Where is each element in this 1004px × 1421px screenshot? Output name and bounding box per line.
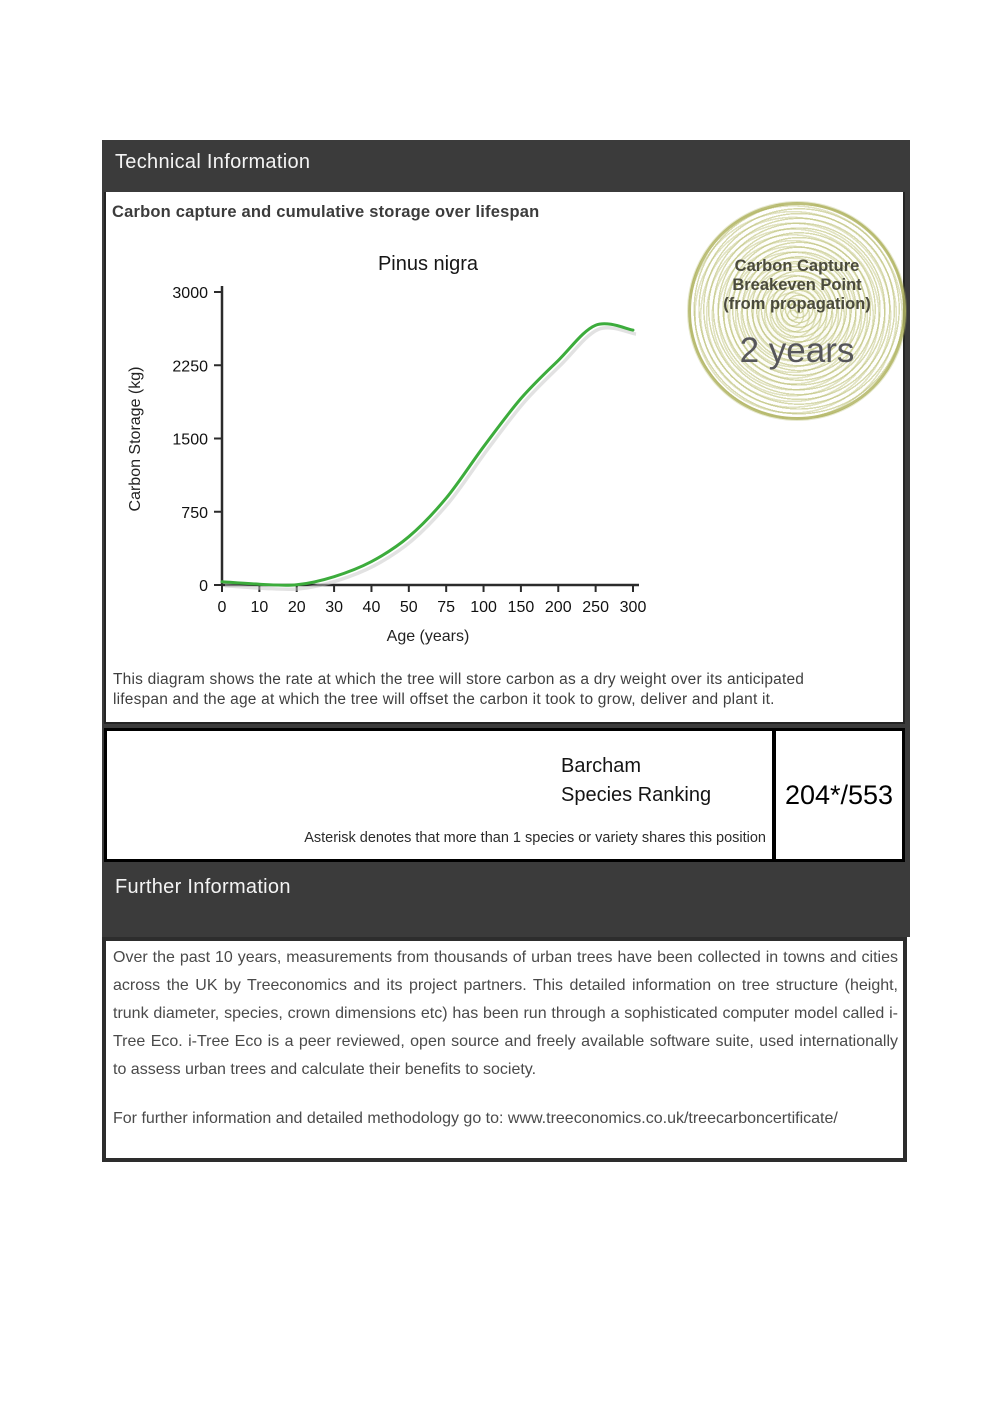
chart-description xyxy=(113,670,897,710)
further-info-paragraph: Over the past 10 years, measurements from thousands of urban trees have been collected in towns and cities across the UK by Treeconomics and its project partners. This detailed information on tree structure (height, trunk diameter, species, crown dimensions etc) has been run through a sophisticated computer model called i-Tree Eco. i-Tree Eco is a peer reviewed, open source and freely available software suite, used internationally to assess urban trees and calculate their benefits to society. xyxy=(113,949,898,1078)
breakeven-badge-tree-rings xyxy=(688,202,906,420)
badge-caption-line3: (from propagation) xyxy=(723,295,871,313)
chart-x-axis-label: Age (years) xyxy=(386,628,470,645)
further-information-header: Further Information xyxy=(115,876,291,898)
ranking-label-line1: Barcham xyxy=(561,755,642,777)
svg-text:2250: 2250 xyxy=(172,358,208,376)
ranking-asterisk-footnote: Asterisk denotes that more than 1 species or variety shares this position xyxy=(304,830,766,846)
svg-text:300: 300 xyxy=(619,599,647,616)
ranking-label-line2: Species Ranking xyxy=(561,784,712,806)
further-information-panel xyxy=(102,937,907,1162)
svg-text:3000: 3000 xyxy=(172,285,208,302)
chart-description-line2: lifespan and the age at which the tree will offset the carbon it took to grow, deliver and plant it. xyxy=(113,691,775,708)
svg-text:1500: 1500 xyxy=(172,431,208,449)
svg-text:10: 10 xyxy=(250,599,269,616)
breakeven-badge-caption xyxy=(691,257,903,314)
svg-text:40: 40 xyxy=(362,599,381,616)
badge-caption-line1: Carbon Capture xyxy=(734,257,860,275)
technical-information-header: Technical Information xyxy=(115,151,311,173)
certificate-dark-frame xyxy=(102,140,910,937)
svg-text:30: 30 xyxy=(325,599,343,616)
svg-text:50: 50 xyxy=(399,599,418,616)
chart-y-axis-label: Carbon Storage (kg) xyxy=(127,366,144,512)
svg-text:150: 150 xyxy=(507,599,535,616)
svg-text:250: 250 xyxy=(582,599,609,616)
svg-text:0: 0 xyxy=(199,578,208,595)
chart-plot-area xyxy=(172,285,646,616)
svg-text:20: 20 xyxy=(287,599,306,616)
carbon-capture-chart-panel xyxy=(104,192,905,724)
species-ranking-label xyxy=(561,752,711,810)
chart-panel-title: Carbon capture and cumulative storage over lifespan xyxy=(112,203,540,221)
chart-title: Pinus nigra xyxy=(377,253,479,275)
svg-text:100: 100 xyxy=(470,599,497,616)
svg-text:75: 75 xyxy=(437,599,456,616)
svg-text:200: 200 xyxy=(544,599,572,616)
breakeven-years-value: 2 years xyxy=(739,331,855,370)
svg-text:750: 750 xyxy=(181,504,208,522)
badge-caption-line2: Breakeven Point xyxy=(732,276,862,294)
chart-description-line1: This diagram shows the rate at which the tree will store carbon as a dry weight over its anticipated xyxy=(113,671,805,688)
further-info-link-line: For further information and detailed methodology go to: www.treeconomics.co.uk/treecarboncertificate/ xyxy=(113,1110,838,1127)
svg-text:0: 0 xyxy=(217,599,227,616)
ranking-value: 204*/553 xyxy=(784,779,894,810)
species-ranking-panel xyxy=(104,728,905,862)
